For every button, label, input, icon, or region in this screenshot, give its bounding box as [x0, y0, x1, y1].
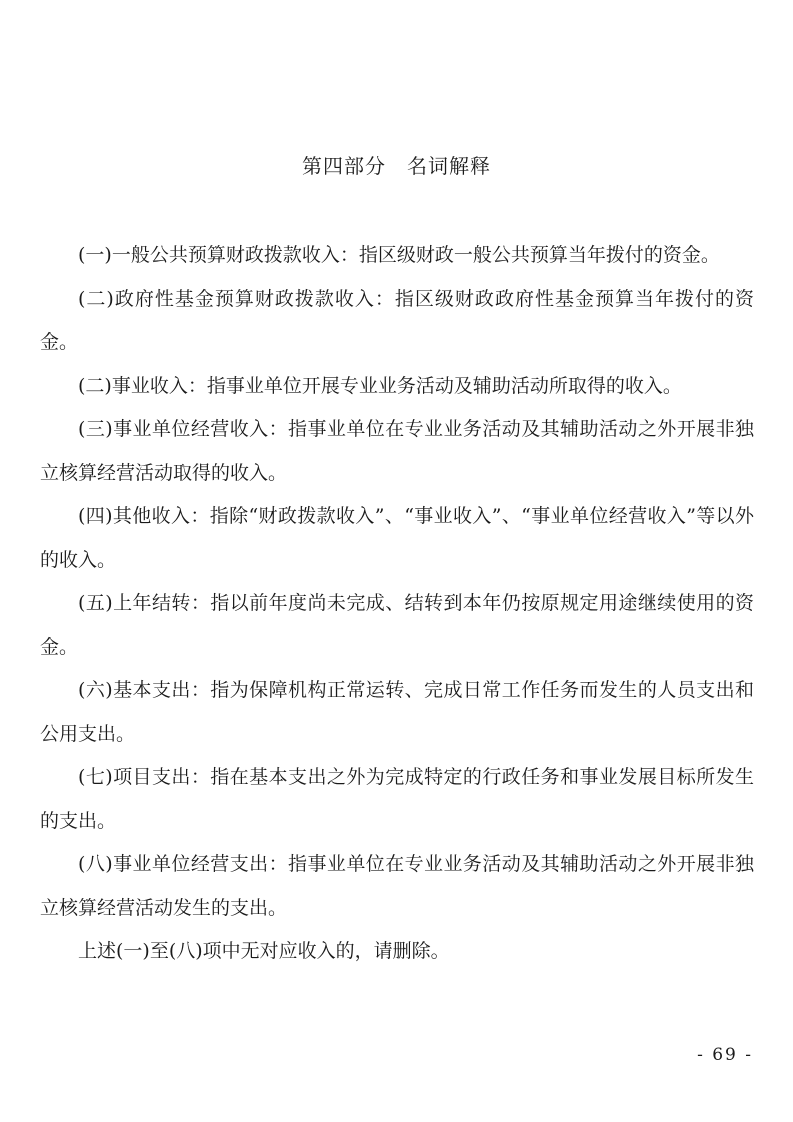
definition-general-budget-revenue: (一)一般公共预算财政拨款收入：指区级财政一般公共预算当年拨付的资金。	[78, 244, 720, 266]
definition-business-revenue: (二)事业收入：指事业单位开展专业业务活动及辅助活动所取得的收入。	[78, 374, 682, 397]
definition-prior-year-carryover: (五)上年结转：指以前年度尚未完成、结转到本年仍按原规定用途继续使用的资金。	[40, 592, 754, 658]
page-number: - 69 -	[697, 1045, 753, 1065]
definition-operating-revenue: (三)事业单位经营收入：指事业单位在专业业务活动及其辅助活动之外开展非独立核算经营活动取得的收入。	[40, 418, 754, 484]
definition-project-expenditure: (七)项目支出：指在基本支出之外为完成特定的行政任务和事业发展目标所发生的支出。	[40, 766, 754, 832]
definition-basic-expenditure: (六)基本支出：指为保障机构正常运转、完成日常工作任务而发生的人员支出和公用支出。	[40, 679, 754, 745]
definition-operating-expenditure: (八)事业单位经营支出：指事业单位在专业业务活动及其辅助活动之外开展非独立核算经营活动发生的支出。	[40, 853, 754, 919]
closing-note: 上述(一)至(八)项中无对应收入的，请删除。	[78, 940, 450, 962]
definition-government-fund-revenue: (二)政府性基金预算财政拨款收入：指区级财政政府性基金预算当年拨付的资金。	[40, 287, 754, 353]
section-title: 第四部分 名词解释	[302, 154, 491, 178]
definition-other-revenue: (四)其他收入：指除“财政拨款收入”、“事业收入”、“事业单位经营收入”等以外的收入。	[40, 505, 754, 571]
definitions-body	[40, 234, 754, 974]
